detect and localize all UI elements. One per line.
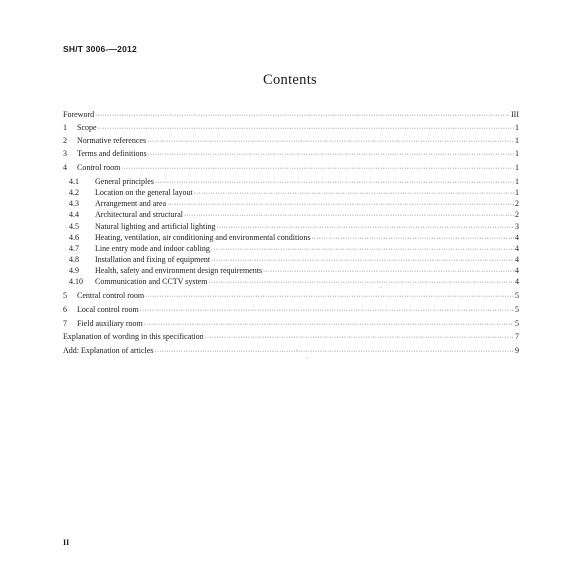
toc-entry-page: 4 bbox=[515, 266, 519, 275]
toc-leader-dots bbox=[148, 150, 514, 161]
print-speck: · bbox=[296, 348, 298, 354]
toc-entry bbox=[63, 345, 519, 356]
toc-entry-number: 2 bbox=[63, 136, 67, 145]
toc-subentry bbox=[69, 276, 519, 287]
toc-entry-number: 4.3 bbox=[69, 199, 79, 208]
toc-entry-page: 2 bbox=[515, 199, 519, 208]
toc-subentry bbox=[69, 254, 519, 265]
toc-entry-page: 5 bbox=[515, 319, 519, 328]
toc-entry-number: 4.8 bbox=[69, 255, 79, 264]
toc-entry-title: General principles bbox=[95, 177, 154, 186]
toc-entry-title: Line entry mode and indoor cabling bbox=[95, 244, 210, 253]
toc-entry-page: 7 bbox=[515, 332, 519, 341]
toc-entry-title: Communication and CCTV system bbox=[95, 277, 208, 286]
toc-leader-dots bbox=[145, 292, 514, 303]
toc-leader-dots bbox=[95, 111, 510, 122]
toc-leader-dots bbox=[144, 320, 514, 331]
toc-entry bbox=[63, 135, 519, 146]
toc-entry-title: Scope bbox=[77, 123, 97, 132]
toc-entry-page: 1 bbox=[515, 123, 519, 132]
toc-subentry bbox=[69, 187, 519, 198]
toc-entry-number: 4.4 bbox=[69, 210, 79, 219]
toc-entry-title: Add: Explanation of articles bbox=[63, 346, 154, 355]
toc-subentry bbox=[69, 221, 519, 232]
toc-entry-page: 1 bbox=[515, 136, 519, 145]
print-speck: · bbox=[380, 285, 382, 291]
toc-entry-page: 4 bbox=[515, 233, 519, 242]
toc-entry-title: Natural lighting and artificial lighting bbox=[95, 222, 216, 231]
toc-entry-title: Normative references bbox=[77, 136, 147, 145]
toc-subentry bbox=[69, 265, 519, 276]
toc-entry-page: 1 bbox=[515, 163, 519, 172]
toc-entry bbox=[63, 318, 519, 329]
toc-entry-page: 5 bbox=[515, 305, 519, 314]
toc-entry-number: 4.2 bbox=[69, 188, 79, 197]
print-speck: · bbox=[306, 356, 308, 362]
toc-entry bbox=[63, 148, 519, 159]
toc-entry-page: 4 bbox=[515, 244, 519, 253]
toc-entry-title: Central control room bbox=[77, 291, 145, 300]
toc-entry-page: 4 bbox=[515, 277, 519, 286]
toc-entry-number: 4.5 bbox=[69, 222, 79, 231]
toc-entry-page: III bbox=[511, 110, 519, 119]
toc-entry-number: 1 bbox=[63, 123, 67, 132]
toc-leader-dots bbox=[98, 124, 514, 135]
toc-entry-title: Installation and fixing of equipment bbox=[95, 255, 211, 264]
toc-entry bbox=[63, 331, 519, 342]
toc-entry-title: Explanation of wording in this specification bbox=[63, 332, 204, 341]
toc-entry-page: 4 bbox=[515, 255, 519, 264]
toc-entry-number: 4.7 bbox=[69, 244, 79, 253]
toc-entry-number: 3 bbox=[63, 149, 67, 158]
toc-entry-page: 9 bbox=[515, 346, 519, 355]
toc-entry-title: Terms and definitions bbox=[77, 149, 147, 158]
toc-subentry bbox=[69, 209, 519, 220]
toc-entry-page: 1 bbox=[515, 177, 519, 186]
toc-entry bbox=[63, 162, 519, 173]
toc-entry-title: Health, safety and environment design requirements bbox=[95, 266, 263, 275]
toc-entry-title: Field auxiliary room bbox=[77, 319, 143, 328]
toc-entry-title: Control room bbox=[77, 163, 121, 172]
toc-leader-dots bbox=[209, 278, 514, 289]
toc-entry-page: 2 bbox=[515, 210, 519, 219]
toc-entry-title: Architectural and structural bbox=[95, 210, 183, 219]
toc-entry bbox=[63, 109, 519, 120]
standard-code: SH/T 3006-—2012 bbox=[63, 44, 137, 54]
page-number: II bbox=[63, 538, 70, 547]
toc-entry-number: 4 bbox=[63, 163, 67, 172]
toc-entry-number: 5 bbox=[63, 291, 67, 300]
toc-leader-dots bbox=[121, 164, 514, 175]
toc-subentry bbox=[69, 176, 519, 187]
toc-entry-title: Arrangement and area bbox=[95, 199, 167, 208]
toc-entry-page: 1 bbox=[515, 188, 519, 197]
toc-entry-number: 7 bbox=[63, 319, 67, 328]
toc-subentry bbox=[69, 232, 519, 243]
toc-leader-dots bbox=[140, 306, 514, 317]
toc-entry-number: 6 bbox=[63, 305, 67, 314]
toc-entry-page: 5 bbox=[515, 291, 519, 300]
toc-leader-dots bbox=[205, 333, 514, 344]
toc-entry-number: 4.1 bbox=[69, 177, 79, 186]
toc-entry-title: Foreword bbox=[63, 110, 95, 119]
toc-entry-number: 4.6 bbox=[69, 233, 79, 242]
toc-entry bbox=[63, 290, 519, 301]
toc-subentry bbox=[69, 198, 519, 209]
toc-entry-number: 4.9 bbox=[69, 266, 79, 275]
toc-entry bbox=[63, 304, 519, 315]
toc-entry-title: Local control room bbox=[77, 305, 139, 314]
toc-entry-title: Heating, ventilation, air conditioning and environmental conditions bbox=[95, 233, 311, 242]
toc-leader-dots bbox=[154, 347, 514, 358]
page-title: Contents bbox=[263, 72, 317, 88]
toc-entry-page: 1 bbox=[515, 149, 519, 158]
toc-entry-title: Location on the general layout bbox=[95, 188, 193, 197]
toc-subentry bbox=[69, 243, 519, 254]
toc-entry-number: 4.10 bbox=[69, 277, 83, 286]
toc-leader-dots bbox=[147, 137, 514, 148]
toc-entry bbox=[63, 122, 519, 133]
toc-entry-page: 3 bbox=[515, 222, 519, 231]
